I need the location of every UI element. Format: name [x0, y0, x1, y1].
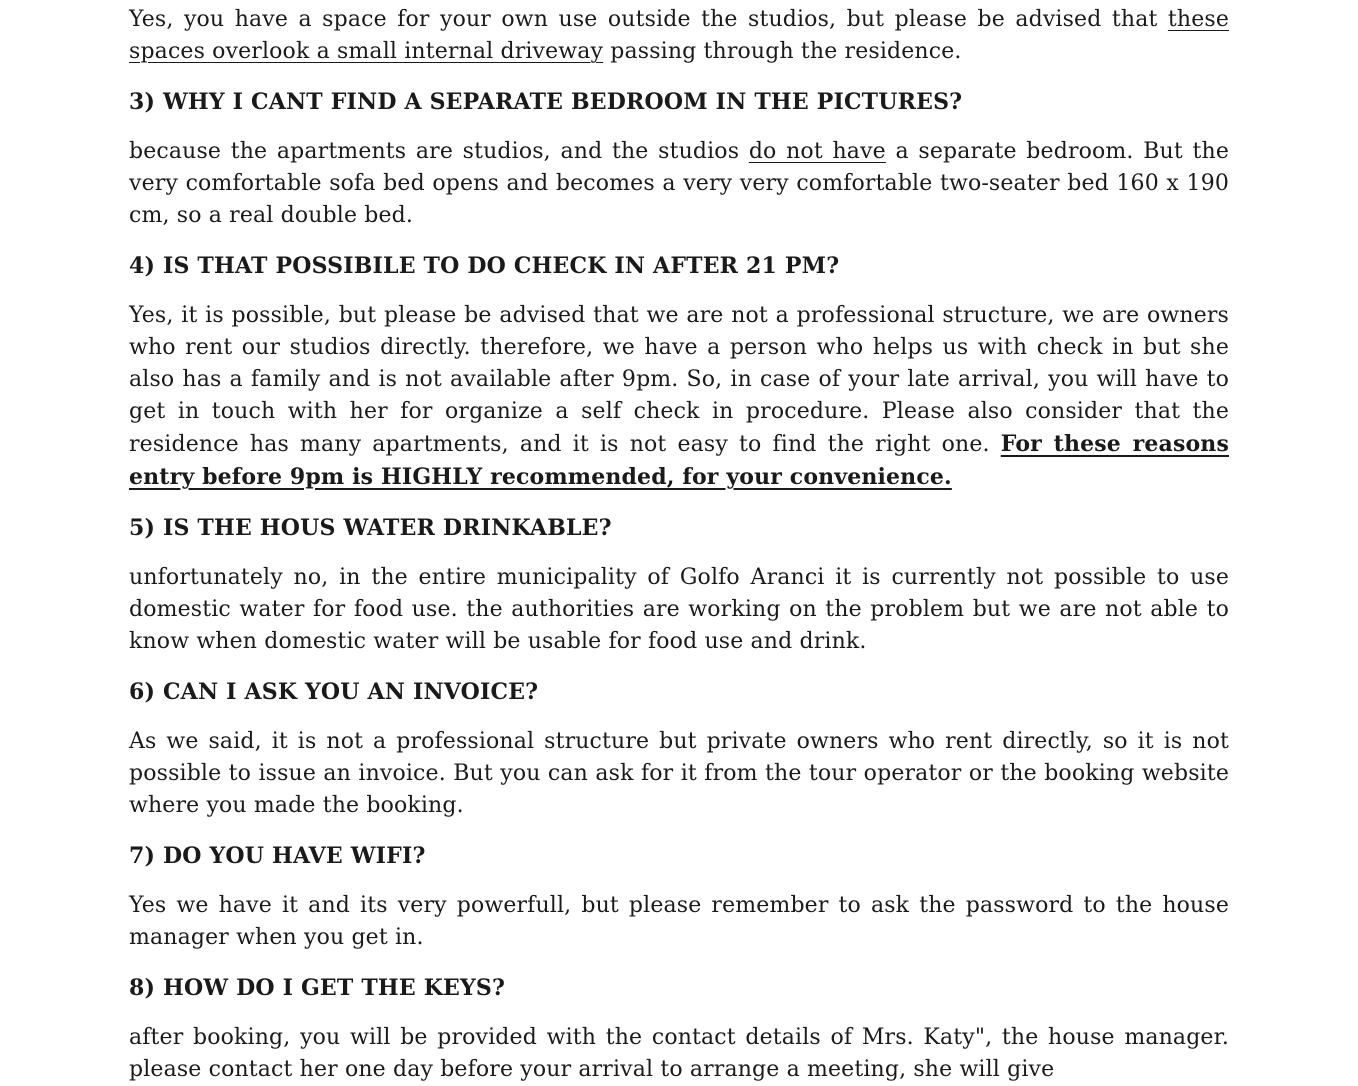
- q8-answer: after booking, you will be provided with the contact details of Mrs. Katy", the house manager. please contact her one day before your arrival to arrange a meeting, she will give: [129, 1025, 1229, 1082]
- intro-text-before: Yes, you have a space for your own use outside the studios, but please be advised that: [129, 7, 1168, 32]
- q4-answer: [129, 300, 1229, 494]
- q4-emphasis-text: For these reasons entry before 9pm is HIGHLY recommended, for your convenience.: [129, 431, 1229, 490]
- q8-heading: 8) HOW DO I GET THE KEYS?: [129, 975, 506, 1001]
- q3-heading: 3) WHY I CANT FIND A SEPARATE BEDROOM IN THE PICTURES?: [129, 89, 963, 115]
- intro-underlined-text: these spaces overlook a small internal driveway: [129, 7, 1229, 64]
- document-page: [129, 0, 1229, 1086]
- q5-heading: 5) IS THE HOUS WATER DRINKABLE?: [129, 515, 612, 541]
- q3-text-before: because the apartments are studios, and the studios: [129, 139, 749, 164]
- q7-heading: 7) DO YOU HAVE WIFI?: [129, 843, 426, 869]
- q4-text: Yes, it is possible, but please be advised that we are not a professional structure, we are owners who rent our studios directly. therefore, we have a person who helps us with check in but she also has a family and is not available after 9pm. So, in case of your late arrival, you will have to get in touch with her for organize a self check in procedure. Please also consider that the residence has many apartments, and it is not easy to find the right one.: [129, 303, 1229, 457]
- q6-answer: As we said, it is not a professional structure but private owners who rent directly, so it is not possible to issue an invoice. But you can ask for it from the tour operator or the booking website where you made the booking.: [129, 729, 1229, 818]
- q3-text-after: a separate bedroom. But the very comfortable sofa bed opens and becomes a very very comfortable two-seater bed 160 x 190 cm, so a real double bed.: [129, 139, 1229, 228]
- q5-answer: unfortunately no, in the entire municipality of Golfo Aranci it is currently not possible to use domestic water for food use. the authorities are working on the problem but we are not able to know when domestic water will be usable for food use and drink.: [129, 565, 1229, 654]
- q3-answer: [129, 136, 1229, 232]
- intro-text-after: passing through the residence.: [603, 39, 962, 64]
- intro-paragraph: [129, 4, 1229, 68]
- q7-answer: Yes we have it and its very powerfull, but please remember to ask the password to the house manager when you get in.: [129, 893, 1229, 950]
- q3-underlined-text: do not have: [748, 139, 886, 164]
- q6-heading: 6) CAN I ASK YOU AN INVOICE?: [129, 679, 539, 705]
- q4-heading: 4) IS THAT POSSIBILE TO DO CHECK IN AFTER 21 PM?: [129, 253, 840, 279]
